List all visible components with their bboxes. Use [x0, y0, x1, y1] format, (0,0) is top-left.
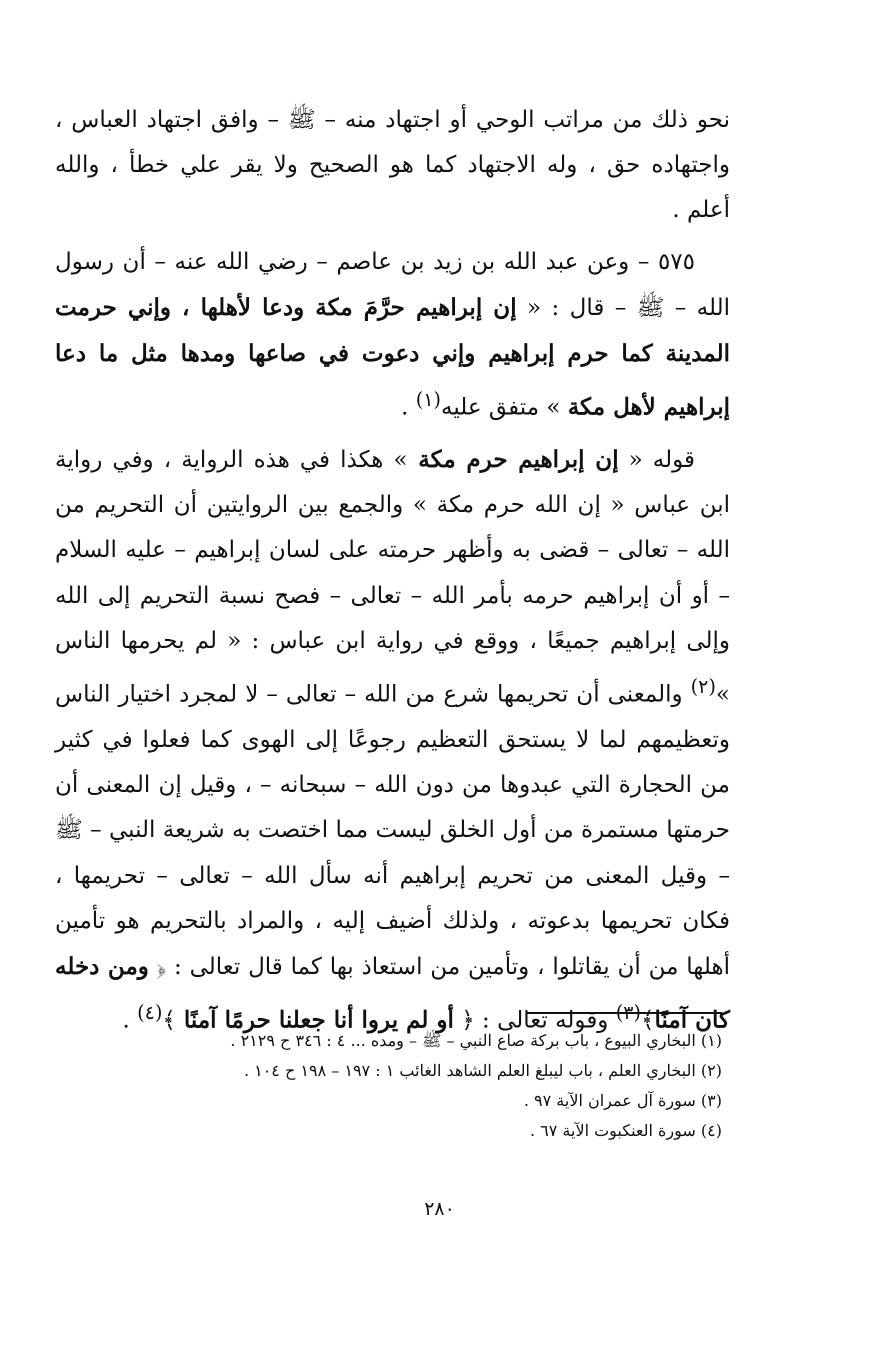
commentary-end: . — [122, 1007, 138, 1034]
footnote-4: (٤) سورة العنكبوت الآية ٦٧ . — [529, 1121, 722, 1140]
verse-2: أو لم يروا أنا جعلنا حرمًا آمنًا — [175, 1006, 454, 1034]
main-text — [55, 98, 730, 1050]
hadith-outro: » متفق عليه — [441, 394, 561, 421]
footnote-marker-4: (٤) — [137, 1001, 163, 1025]
footnote-marker-2: (٢) — [690, 675, 716, 699]
verse-2-close: ﴾ — [162, 1007, 176, 1034]
commentary-mid-3: وقوله تعالى : ﴿ — [461, 1007, 609, 1034]
commentary-paragraph — [55, 437, 730, 1044]
commentary-mid-1: » هكذا في هذه الرواية ، وفي رواية ابن عباس « إن الله حرم مكة » والجمع بين الروايتين أن التحريم من الله – تعالى – قضى به وأظهر حرمته على لسان إبراهيم – عليه السلام – أو أن إبراهيم حرمه بأمر الله – تعالى – فصح نسبة التحريم إلى الله وإلى إبراهيم جميعًا ، ووقع في رواية ابن عباس : « لم يحرمها الناس » — [55, 447, 730, 708]
footnote-1: (١) البخاري البيوع ، باب بركة صاع النبي – ﷺ – ومده ... ٤ : ٣٤٦ ح ٢١٢٩ . — [230, 1031, 722, 1050]
hadith-text: إن إبراهيم حرَّمَ مكة ودعا لأهلها ، وإني حرمت المدينة كما حرم إبراهيم وإني دعوت في صاعها ومدها مثل ما دعا إبراهيم لأهل مكة — [55, 293, 730, 421]
footnotes — [120, 1012, 722, 1146]
footnote-3: (٣) سورة آل عمران الآية ٩٧ . — [523, 1091, 722, 1110]
hadith-intro: ٥٧٥ – وعن عبد الله بن زيد بن عاصم – رضي الله عنه – أن رسول الله – ﷺ – قال : « — [55, 248, 731, 321]
footnote-marker-3: (٣) — [615, 1001, 641, 1025]
commentary-quote: إن إبراهيم حرم مكة — [407, 446, 619, 474]
verse-1-close: ﴾ — [641, 1007, 655, 1034]
commentary-start: قوله « — [628, 447, 696, 474]
footnote-2: (٢) البخاري العلم ، باب ليبلغ العلم الشاهد الغائب ١ : ١٩٧ – ١٩٨ ح ١٠٤ . — [243, 1061, 722, 1080]
footnote-marker-1: (١) — [415, 388, 442, 412]
hadith-paragraph — [55, 240, 730, 431]
hadith-end: . — [401, 394, 416, 421]
page-number: ٢٨٠ — [424, 1198, 455, 1220]
verse-1: ومن دخله كان آمنًا — [55, 952, 730, 1034]
paragraph-intro-text: نحو ذلك من مراتب الوحي أو اجتهاد منه – ﷺ – وافق اجتهاد العباس ، واجتهاده حق ، وله الاجتهاد كما هو الصحيح ولا يقر علي خطأ ، والله أعلم . — [55, 107, 730, 224]
paragraph-intro — [55, 98, 730, 234]
commentary-mid-2: والمعنى أن تحريمها شرع من الله – تعالى – لا لمجرد اختيار الناس وتعظيمهم لما لا يستحق التعظيم رجوعًا إلى الهوى كما فعلوا في كثير من الحجارة التي عبدوها من دون الله – سبحانه – ، وقيل إن المعنى أن حرمتها مستمرة من أول الخلق ليست مما اختصت به شريعة النبي – ﷺ – وقيل المعنى من تحريم إبراهيم أنه سأل الله – تعالى – تحريمها ، فكان تحريمها بدعوته ، ولذلك أضيف إليه ، والمراد بالتحريم هو تأمين أهلها من أن يقاتلوا ، وتأمين من استعاذ بها كما قال تعالى : ﴿ — [55, 681, 731, 980]
